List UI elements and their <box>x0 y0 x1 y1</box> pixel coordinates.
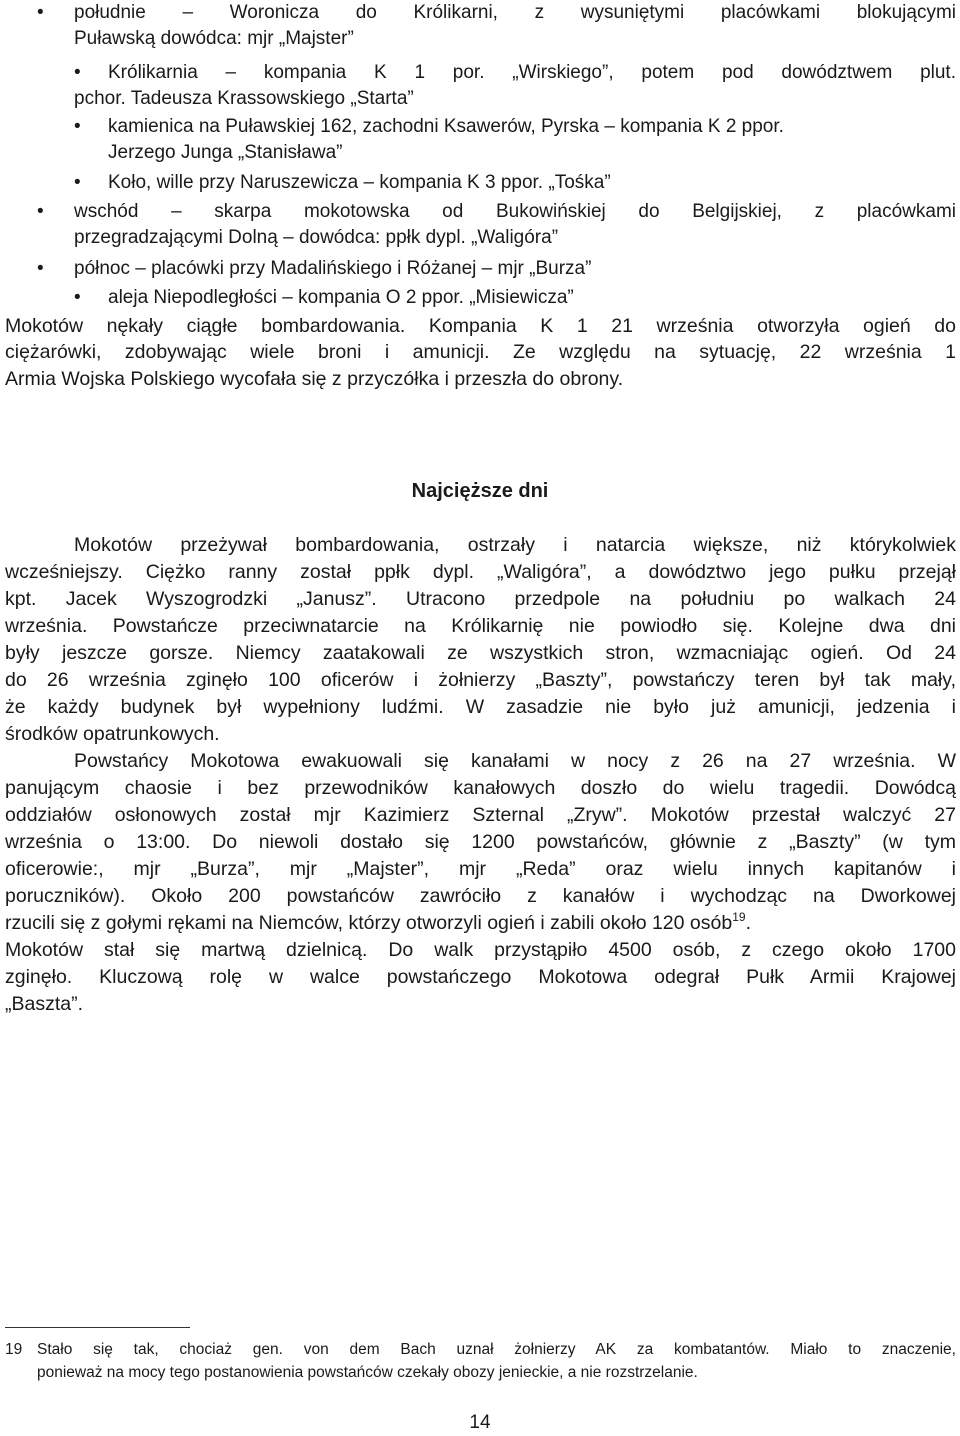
paragraph-line: panującym chaosie i bez przewodników kanałowych doszło do wielu tragedii. Dowódcą <box>5 777 956 799</box>
paragraph-line: „Baszta”. <box>5 993 84 1015</box>
paragraph-line: Powstańcy Mokotowa ewakuowali się kanałami w nocy z 26 na 27 września. W <box>74 750 956 772</box>
list-bullet: • <box>74 116 81 137</box>
section-heading: Najcięższe dni <box>411 480 549 502</box>
list-item-text: Jerzego Junga „Stanisława” <box>108 142 343 163</box>
paragraph-line: Mokotów nękały ciągłe bombardowania. Kompania K 1 21 września otworzyła ogień do <box>5 315 956 337</box>
paragraph-line: Mokotów stał się martwą dzielnicą. Do walk przystąpiło 4500 osób, z czego około 1700 <box>5 939 956 961</box>
footnote-text: Stało się tak, chociaż gen. von dem Bach uznał żołnierzy AK za kombatantów. Miało to znaczenie, <box>37 1341 956 1358</box>
footnote-number: 19 <box>5 1341 23 1358</box>
list-item-text: Puławską dowódca: mjr „Majster” <box>74 28 354 49</box>
list-bullet: • <box>74 172 81 193</box>
page-number: 14 <box>469 1412 491 1433</box>
paragraph-line: poruczników). Około 200 powstańców zawróciło z kanałów i wychodząc na Dworkowej <box>5 885 956 907</box>
list-item-text: Koło, wille przy Naruszewicza – kompania K 3 ppor. „Tośka” <box>108 172 611 193</box>
paragraph-line: oficerowie:, mjr „Burza”, mjr „Majster”, mjr „Reda” oraz wielu innych kapitanów i <box>5 858 956 880</box>
footnote-separator <box>5 1327 190 1328</box>
list-item-text: północ – placówki przy Madalińskiego i Różanej – mjr „Burza” <box>74 258 592 279</box>
list-item-text: Królikarnia – kompania K 1 por. „Wirskiego”, potem pod dowództwem plut. <box>108 62 956 83</box>
paragraph-line: wcześniejszy. Ciężko ranny został ppłk dypl. „Waligóra”, a dowództwo jego pułku przejął <box>5 561 956 583</box>
paragraph-line: środków opatrunkowych. <box>5 723 220 745</box>
paragraph-line: września o 13:00. Do niewoli dostało się 1200 powstańców, głównie z „Baszty” (w tym <box>5 831 956 853</box>
list-item-text: południe – Woronicza do Królikarni, z wysuniętymi placówkami blokującymi <box>74 2 956 23</box>
paragraph-line: ciężarówki, zdobywając wiele broni i amunicji. Ze względu na sytuację, 22 września 1 <box>5 341 956 363</box>
list-item-text: wschód – skarpa mokotowska od Bukowińskiej do Belgijskiej, z placówkami <box>74 201 956 222</box>
list-bullet: • <box>74 287 81 308</box>
paragraph-line: Armia Wojska Polskiego wycofała się z przyczółka i przeszła do obrony. <box>5 368 624 390</box>
paragraph-line: zginęło. Kluczową rolę w walce powstańczego Mokotowa odegrał Pułk Armii Krajowej <box>5 966 956 988</box>
list-item-text: aleja Niepodległości – kompania O 2 ppor. „Misiewicza” <box>108 287 574 308</box>
list-bullet: • <box>37 201 44 222</box>
paragraph-line: Mokotów przeżywał bombardowania, ostrzały i natarcia większe, niż którykolwiek <box>74 534 956 556</box>
paragraph-line: że każdy budynek był wypełniony ludźmi. W zasadzie nie było już amunicji, jedzenia i <box>5 696 956 718</box>
list-bullet: • <box>37 258 44 279</box>
paragraph-line: były jeszcze gorsze. Niemcy zaatakowali ze wszystkich stron, wzmacniając ogień. Od 24 <box>5 642 956 664</box>
list-item-text: przegradzającymi Dolną – dowódca: ppłk dypl. „Waligóra” <box>74 227 559 248</box>
paragraph-line: kpt. Jacek Wyszogrodzki „Janusz”. Utracono przedpole na południu po walkach 24 <box>5 588 956 610</box>
list-bullet: • <box>37 2 44 23</box>
paragraph-line: oddziałów osłonowych został mjr Kazimierz Szternal „Zryw”. Mokotów przestał walczyć 27 <box>5 804 956 826</box>
list-item-text: kamienica na Puławskiej 162, zachodni Ksawerów, Pyrska – kompania K 2 ppor. <box>108 116 784 137</box>
footnote-reference[interactable]: 19 <box>732 910 746 924</box>
list-bullet: • <box>74 62 81 83</box>
paragraph-line: do 26 września zginęło 100 oficerów i żołnierzy „Baszty”, powstańczy teren był tak mały, <box>5 669 956 691</box>
paragraph-line: września. Powstańcze przeciwnatarcie na Królikarnię nie powiodło się. Kolejne dwa dni <box>5 615 956 637</box>
paragraph-line-end: . <box>745 912 751 934</box>
paragraph-line <box>5 910 956 936</box>
list-item-text: pchor. Tadeusza Krassowskiego „Starta” <box>74 88 414 109</box>
footnote-text: ponieważ na mocy tego postanowienia powstańców czekały obozy jenieckie, a nie rozstrzelanie. <box>37 1364 698 1381</box>
paragraph-line-text: rzucili się z gołymi rękami na Niemców, którzy otworzyli ogień i zabili około 120 osób <box>5 912 733 934</box>
